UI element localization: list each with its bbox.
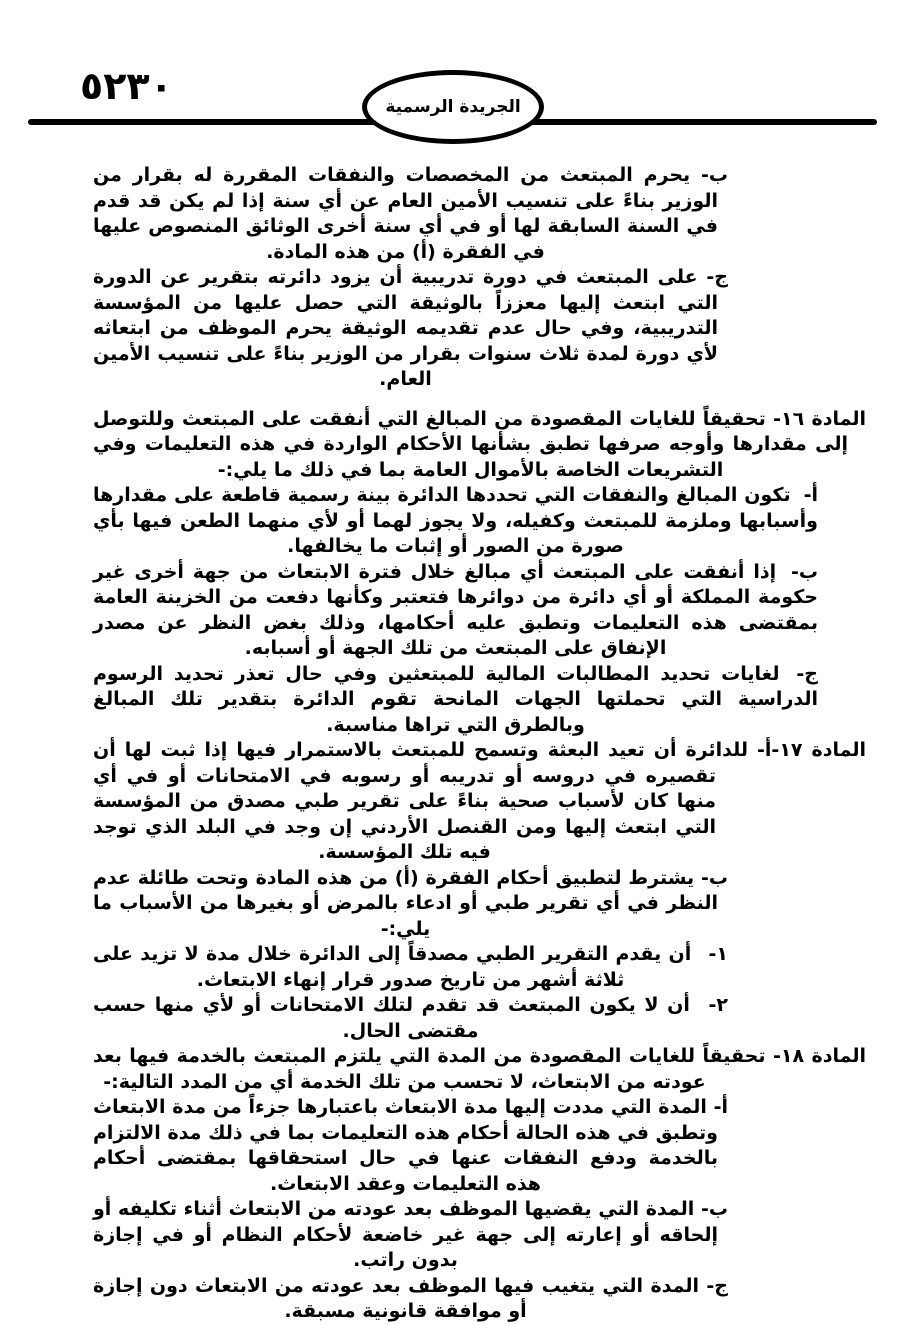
doc-paragraph [93,1274,866,1325]
page-number: ٥٢٣٠ [80,64,173,108]
paragraph-text: المدة التي مددت إليها مدة الابتعاث باعتبارها جزءاً من مدة الابتعاث وتطبق في هذه الحالة أحكام هذه التعليمات بما في ذلك مدة الالتزام بالخدمة ودفع النفقات عنها في حال استحقاقها بمقتضى أحكام هذه التعليمات وعقد الابتعاث. [93,1096,718,1195]
paragraph-text: إذا أنفقت على المبتعث أي مبالغ خلال فترة الابتعاث من جهة أخرى غير حكومة المملكة أو أي دائرة من دوائرها فتعتبر وكأنها دفعت من الخزينة العامة بمقتضى هذه التعليمات وتطبق عليه أحكامها، وذلك بغض النظر عن مصدر الإنفاق على المبتعث من تلك الجهة أو أسبابه. [93,560,818,659]
paragraph-text: للدائرة أن تعيد البعثة وتسمح للمبتعث بالاستمرار فيها إذا ثبت لها أن تقصيره في دروسه أو تدريبه أو رسوبه في الامتحانات أو في أي منها كان لأسباب صحية بناءً على تقرير طبي مصدق من المؤسسة التي ابتعث إليها ومن القنصل الأردني إن وجد في البلد الذي توجد فيه تلك المؤسسة. [93,739,749,863]
paragraph-marker: ٢- [699,994,728,1016]
paragraph-marker: أ- [706,1096,729,1118]
doc-paragraph [93,163,866,265]
doc-paragraph [93,483,866,560]
doc-paragraph [93,560,866,662]
paragraph-marker: المادة ١٨- [765,1045,866,1067]
paragraph-marker: ج- [697,266,728,288]
doc-paragraph [93,407,866,484]
paragraph-marker: المادة ١٧-أ- [748,739,867,761]
doc-paragraph [93,662,866,739]
paragraph-text: أن لا يكون المبتعث قد تقدم لتلك الامتحانات أو لأي منها حسب مقتضى الحال. [93,994,690,1042]
document-body [93,163,866,1325]
paragraph-text: تحقيقاً للغايات المقصودة من المبالغ التي أنفقت على المبتعث وللتوصل إلى مقدارها وأوجه صرفها تطبق بشأنها الأحكام الواردة في هذه التعليمات وفي التشريعات الخاصة بالأموال العامة بما في ذلك ما يلي:- [93,407,848,481]
paragraph-text: على المبتعث في دورة تدريبية أن يزود دائرته بتقرير عن الدورة التي ابتعث إليها معززاً بالوثيقة التي حصل عليها من المؤسسة التدريبية، وفي حال عدم تقديمه الوثيقة يحرم الموظف من ابتعاثه لأي دورة لمدة ثلاث سنوات بقرار من الوزير بناءً على تنسيب الأمين العام. [93,266,718,390]
paragraph-text: أن يقدم التقرير الطبي مصدقاً إلى الدائرة خلال مدة لا تزيد على ثلاثة أشهر من تاريخ صدور قرار إنهاء الابتعاث. [93,943,692,991]
paragraph-text: تحقيقاً للغايات المقصودة من المدة التي يلتزم المبتعث بالخدمة فيها بعد عودته من الابتعاث، لا تحسب من تلك الخدمة أي من المدد التالية:- [93,1045,766,1093]
paragraph-text: لغايات تحديد المطالبات المالية للمبتعثين وفي حال تعذر تحديد الرسوم الدراسية التي تحملتها الجهات المانحة تقوم الدائرة بتقدير تلك المبالغ وبالطرق التي تراها مناسبة. [93,662,818,736]
page-header [0,0,905,160]
doc-paragraph [93,1197,866,1274]
doc-paragraph [93,942,866,993]
paragraph-marker: أ- [796,484,818,506]
paragraph-marker: ج- [699,1274,728,1297]
doc-paragraph [93,1044,866,1095]
doc-paragraph [93,1095,866,1197]
gazette-title: الجريدة الرسمية [385,97,521,117]
paragraph-marker: ب- [694,866,729,889]
paragraph-text: المدة التي يتغيب فيها الموظف بعد عودته من الابتعاث دون إجازة أو موافقة قانونية مسبقة. [93,1274,700,1322]
paragraph-marker: ب- [690,164,729,186]
doc-paragraph [93,738,866,866]
paragraph-text: يشترط لتطبيق أحكام الفقرة (أ) من هذه المادة وتحت طائلة عدم النظر في أي تقرير طبي أو ادعاء بالمرض أو بغيرها من الأسباب ما يلي:- [93,866,718,940]
paragraph-text: يحرم المبتعث من المخصصات والنفقات المقررة له بقرار من الوزير بناءً على تنسيب الأمين العام عن أي سنة إذا لم يكن قد قدم في السنة السابقة لها أو في أي سنة أخرى الوثائق المنصوص عليها في الفقرة (أ) من هذه المادة. [93,164,718,263]
paragraph-text: المدة التي يقضيها الموظف بعد عودته من الابتعاث أثناء تكليفه أو إلحاقه أو إعارته إلى جهة غير خاضعة لأحكام النظام أو في إجازة بدون راتب. [93,1198,718,1271]
doc-paragraph [93,866,866,943]
paragraph-marker: ب- [782,560,818,583]
paragraph-text: تكون المبالغ والنفقات التي تحددها الدائرة بينة رسمية قاطعة على مقدارها وأسبابها وملزمة للمبتعث وكفيله، ولا يجوز لهما أو لأي منهما الطعن فيها بأي صورة من الصور أو إثبات ما يخالفها. [93,484,818,557]
paragraph-marker: ١- [701,943,728,965]
paragraph-marker: ج- [785,662,818,685]
paragraph-marker: ب- [694,1198,728,1220]
paragraph-marker: المادة ١٦- [765,407,866,430]
gazette-seal-ellipse [362,70,544,144]
doc-paragraph [93,265,866,393]
doc-paragraph [93,993,866,1044]
